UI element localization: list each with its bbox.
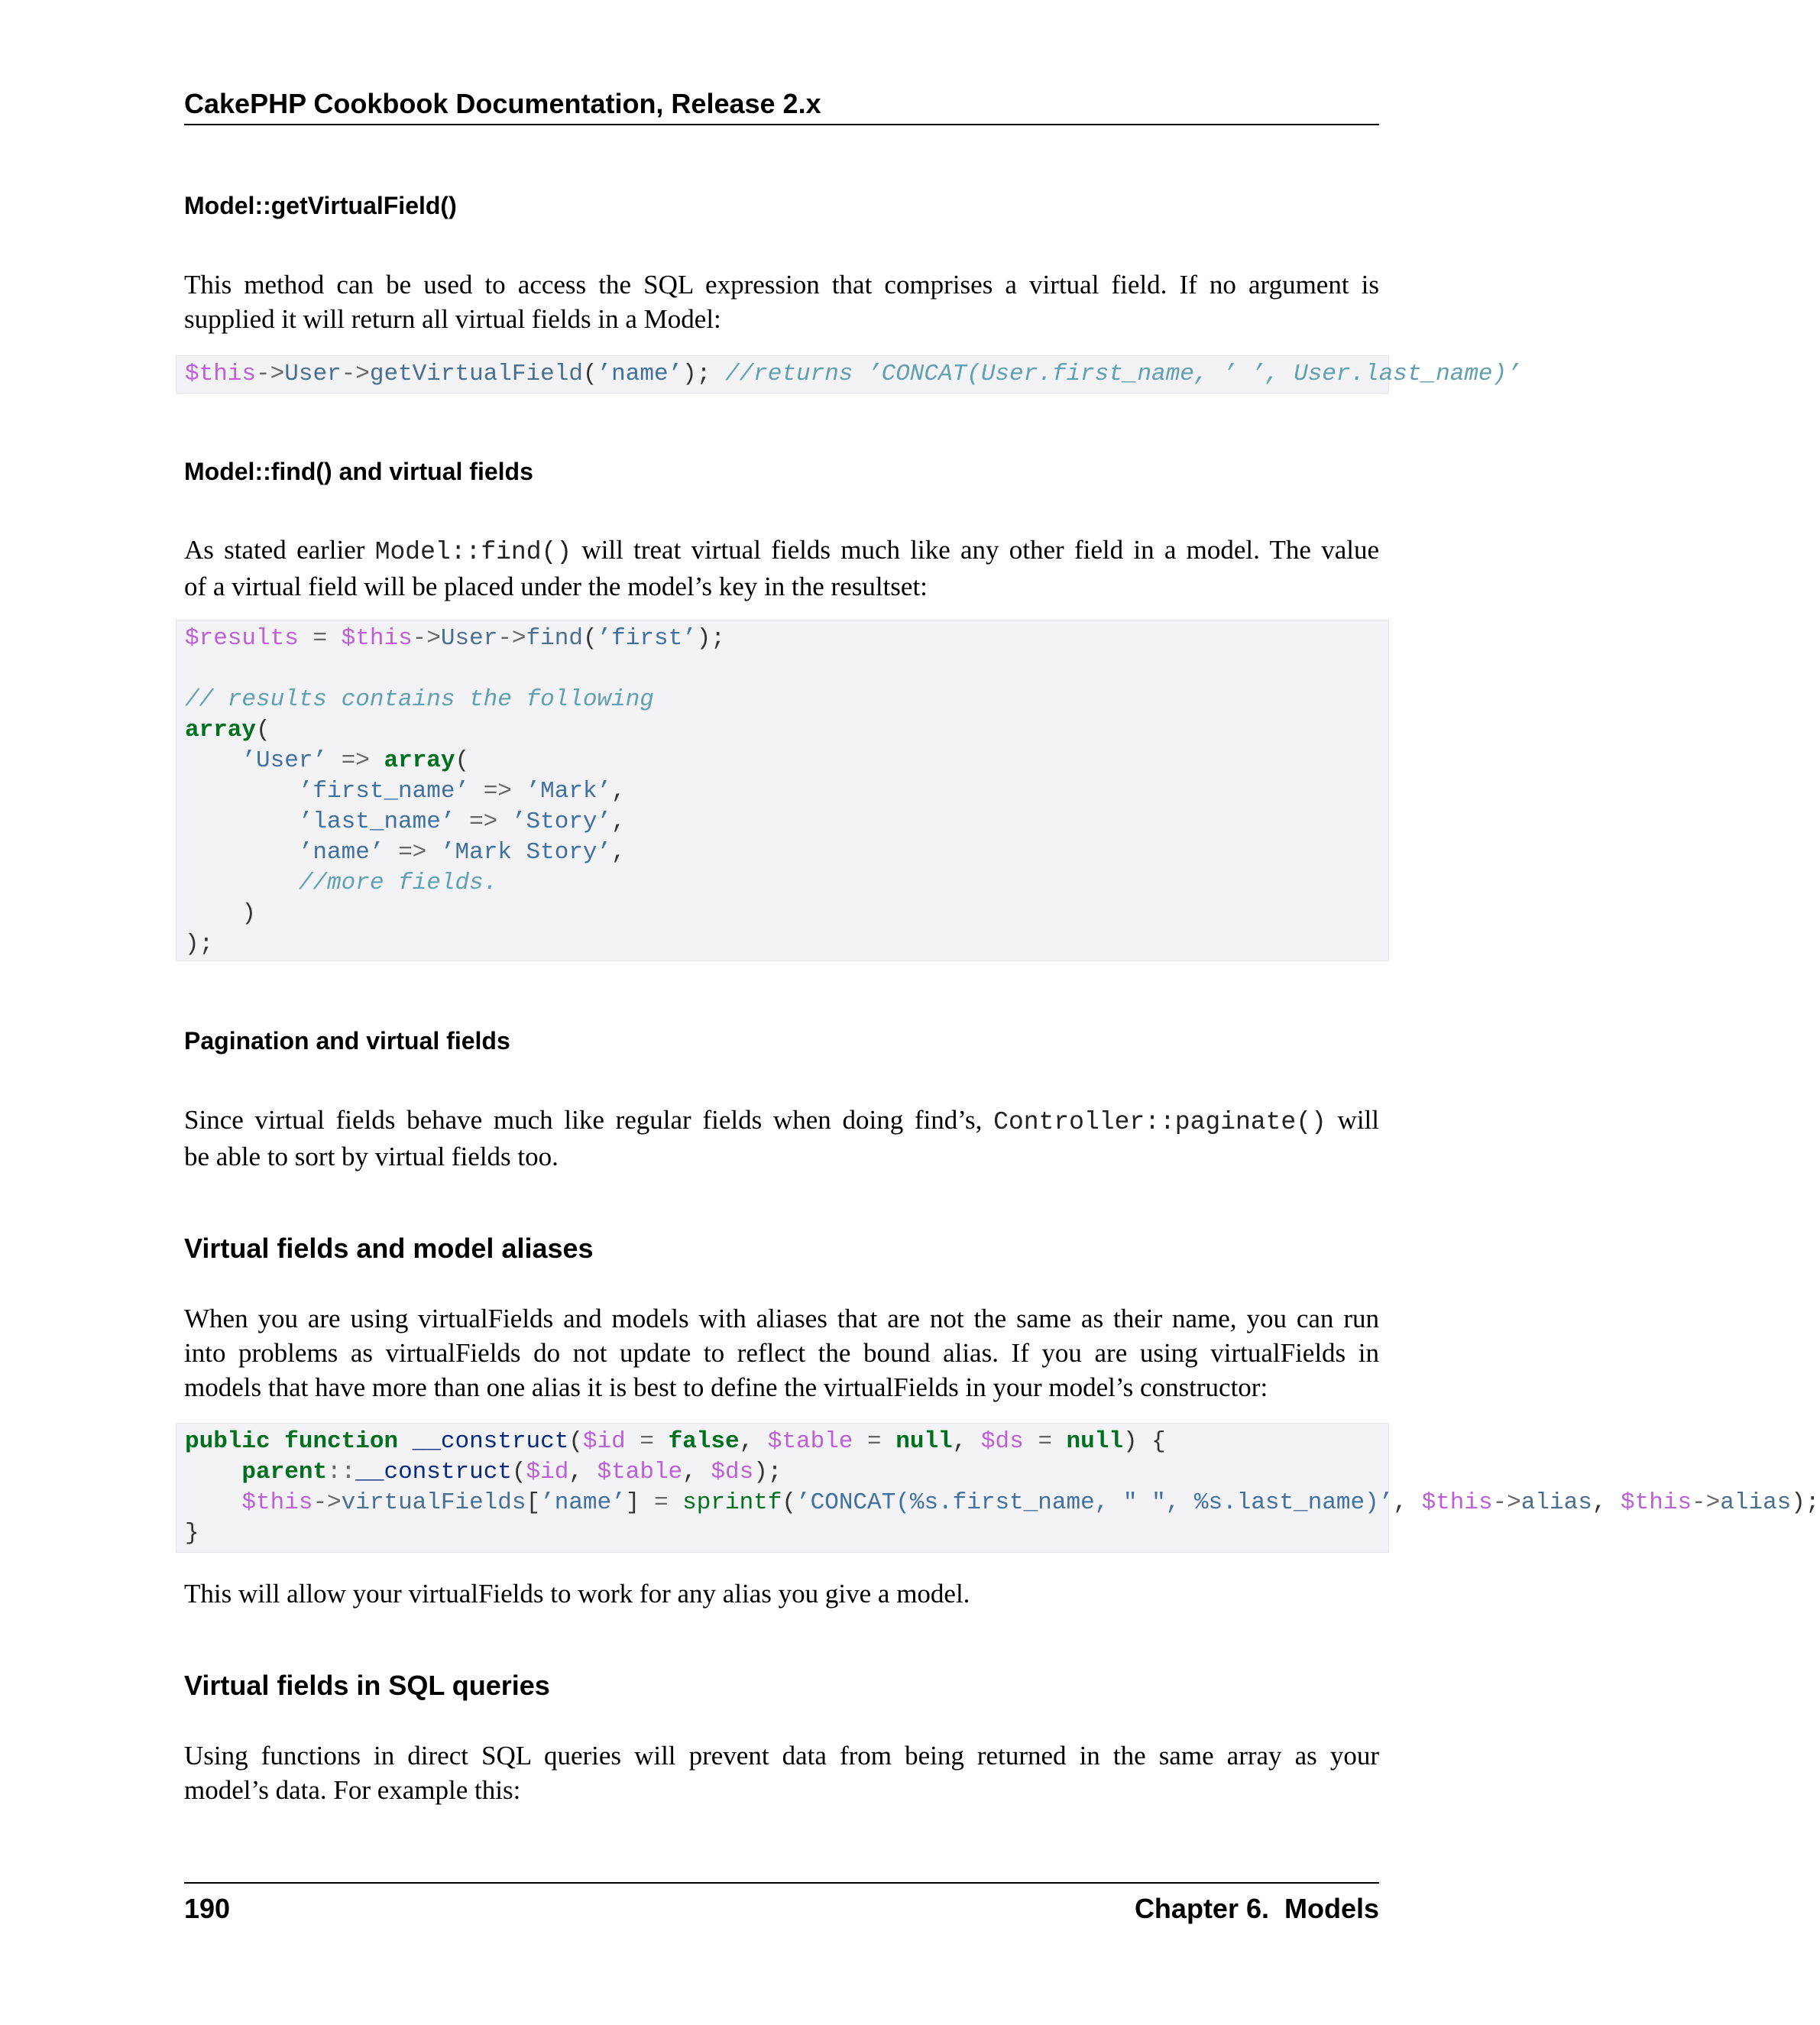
footer-rule [184,1882,1379,1884]
inline-code: Controller::paginate() [993,1108,1326,1136]
paragraph-line: of a virtual field will be placed under the model’s key in the resultset: [184,572,928,601]
paragraph-line: Since virtual fields behave much like regular fields when doing find’s, Controller::paginate() will [184,1105,1379,1136]
paragraph-line: As stated earlier Model::find() will treat virtual fields much like any other field in a model. The value [184,535,1379,566]
code-content: public function __construct($id = false, $table = null, $ds = null) { parent::__construct($id, $table, $ds); $this->virtualFields[’name’] = sprintf(’CONCAT(%s.first_name, " ", %s.last_name)’, $this->alias, $this->alias); } [185,1428,1820,1547]
paragraph-line: be able to sort by virtual fields too. [184,1142,559,1171]
paragraph-sql [184,1738,1379,1807]
paragraph-aliases [184,1301,1379,1405]
inline-code: Model::find() [374,538,572,566]
running-header-title: CakePHP Cookbook Documentation, Release 2.x [184,88,821,119]
heading-model-aliases: Virtual fields and model aliases [184,1233,594,1264]
heading-get-virtual-field: Model::getVirtualField() [184,192,457,219]
paragraph-line: When you are using virtualFields and models with aliases that are not the same as their name, you can run [184,1304,1379,1333]
paragraph-line: This will allow your virtualFields to work for any alias you give a model. [184,1579,970,1609]
code-block-find-results [176,620,1389,961]
paragraph-line: supplied it will return all virtual fields in a Model: [184,304,721,334]
paragraph-line: Using functions in direct SQL queries will prevent data from being returned in the same array as your [184,1741,1379,1771]
paragraph-line: This method can be used to access the SQL expression that comprises a virtual field. If no argument is [184,270,1379,300]
paragraph-aliases-after [184,1576,1379,1611]
page-number: 190 [184,1893,231,1924]
paragraph-line: model’s data. For example this: [184,1775,521,1805]
heading-sql-queries: Virtual fields in SQL queries [184,1670,550,1701]
header-rule [184,124,1379,125]
paragraph-line: models that have more than one alias it is best to define the virtualFields in your model’s constructor: [184,1372,1268,1402]
chapter-label: Chapter 6. Models [1134,1893,1379,1924]
heading-find-virtual-fields: Model::find() and virtual fields [184,458,533,485]
paragraph-pagination [184,1103,1379,1174]
paragraph-get-virtual-field [184,267,1379,336]
paragraph-line: into problems as virtualFields do not update to reflect the bound alias. If you are using virtualFields in [184,1338,1379,1368]
heading-pagination-virtual-fields: Pagination and virtual fields [184,1027,510,1055]
code-block-constructor [176,1423,1820,1553]
code-content: $results = $this->User->find(’first’); // results contains the following array( ’User’ => array( ’first_name’ => ’Mark’, ’last_name’ => ’Story’, ’name’ => ’Mark Story’, //more fields. ) ); [185,625,726,957]
code-line: $this->User->getVirtualField(’name’); //returns ’CONCAT(User.first_name, ’ ’, User.last_name)’ [185,361,1521,387]
paragraph-find [184,533,1379,604]
code-block-get-virtual-field [176,355,1521,394]
